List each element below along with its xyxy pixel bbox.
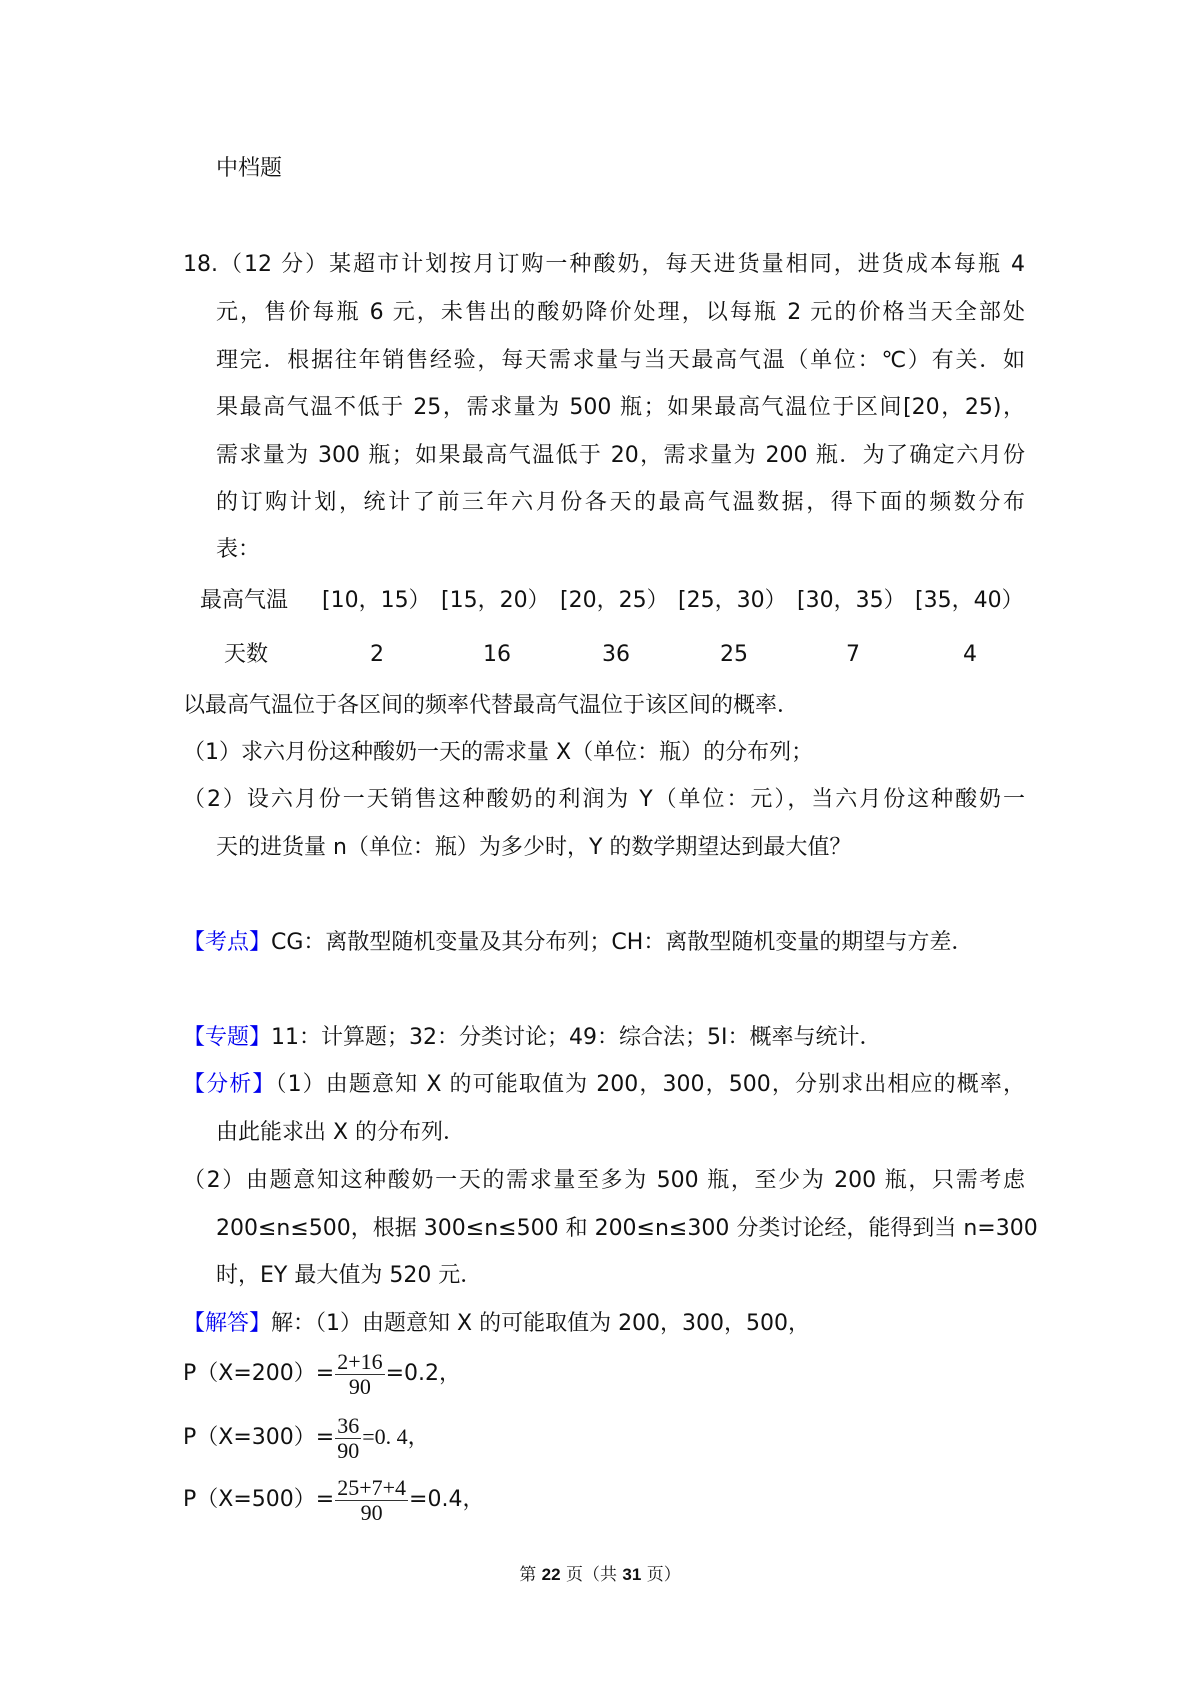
table-interval: [20，25） — [560, 588, 669, 613]
prob-rhs: =0. 4， — [362, 1424, 430, 1449]
fenxi-line: （2）由题意知这种酸奶一天的需求量至多为 500 瓶，至少为 200 瓶，只需考虑 — [183, 1168, 1025, 1193]
prob-lhs: P（X=200）= — [183, 1361, 335, 1386]
table-count: 4 — [963, 642, 977, 667]
page-footer — [0, 1560, 1200, 1585]
prob-rhs: =0.4， — [409, 1487, 485, 1512]
problem-note: 以最高气温位于各区间的频率代替最高气温位于该区间的概率． — [183, 693, 800, 718]
table-count: 36 — [602, 642, 630, 667]
fenxi-section — [183, 1071, 1025, 1099]
fenxi-line: 时，EY 最大值为 520 元． — [216, 1263, 483, 1288]
table-interval: [30，35） — [797, 588, 906, 613]
table-interval: [15，20） — [441, 588, 550, 613]
total-pages: 31 — [622, 1565, 642, 1584]
fraction — [335, 1414, 361, 1463]
denominator: 90 — [348, 1373, 371, 1399]
difficulty-label: 中档题 — [216, 156, 283, 181]
fenxi-line: 由此能求出 X 的分布列． — [216, 1120, 466, 1145]
table-row-header: 最高气温 — [200, 588, 289, 613]
table-interval: [25，30） — [678, 588, 787, 613]
prob-lhs: P（X=500）= — [183, 1487, 335, 1512]
footer-text: 页（共 — [560, 1565, 623, 1585]
probability-line — [183, 1411, 430, 1464]
footer-text: 页） — [641, 1565, 681, 1585]
table-count: 25 — [720, 642, 748, 667]
prob-rhs: =0.2， — [385, 1361, 462, 1386]
kaodian-section — [183, 929, 973, 957]
problem-line: 表： — [216, 537, 261, 562]
prob-lhs: P（X=300）= — [183, 1425, 335, 1450]
question-2-cont: 天的进货量 n（单位：瓶）为多少时，Y 的数学期望达到最大值？ — [216, 835, 852, 860]
zhuanti-section — [183, 1024, 882, 1052]
table-interval: [35，40） — [915, 588, 1024, 613]
problem-line: 需求量为 300 瓶；如果最高气温低于 20，需求量为 200 瓶．为了确定六月份 — [216, 443, 1025, 468]
jieda-tag: 【解答】 — [183, 1311, 272, 1336]
table-count: 7 — [846, 642, 860, 667]
denominator: 90 — [337, 1437, 360, 1463]
question-1: （1）求六月份这种酸奶一天的需求量 X（单位：瓶）的分布列； — [183, 740, 814, 765]
numerator: 2+16 — [337, 1348, 383, 1374]
fenxi-text: （1）由题意知 X 的可能取值为 200，300，500，分别求出相应的概率， — [275, 1072, 1025, 1097]
footer-text: 第 — [519, 1565, 542, 1585]
fraction — [335, 1350, 384, 1399]
probability-line — [183, 1474, 484, 1526]
problem-line: 理完．根据往年销售经验，每天需求量与当天最高气温（单位：℃）有关．如 — [216, 348, 1025, 373]
zhuanti-tag: 【专题】 — [183, 1025, 272, 1050]
table-count-header: 天数 — [224, 642, 269, 667]
question-2: （2）设六月份一天销售这种酸奶的利润为 Y（单位：元），当六月份这种酸奶一 — [183, 787, 1025, 812]
kaodian-text: CG：离散型随机变量及其分布列；CH：离散型随机变量的期望与方差． — [271, 930, 974, 955]
table-interval: [10，15） — [322, 588, 431, 613]
table-count: 2 — [370, 642, 384, 667]
jieda-section — [183, 1310, 810, 1338]
numerator: 36 — [337, 1412, 360, 1438]
fenxi-line: 200≤n≤500，根据 300≤n≤500 和 200≤n≤300 分类讨论经，能得到当 n=300 — [216, 1216, 1038, 1241]
denominator: 90 — [360, 1499, 383, 1525]
kaodian-tag: 【考点】 — [183, 930, 272, 955]
table-count: 16 — [483, 642, 511, 667]
problem-line: 的订购计划，统计了前三年六月份各天的最高气温数据，得下面的频数分布 — [216, 490, 1025, 515]
probability-line — [183, 1348, 461, 1400]
numerator: 25+7+4 — [337, 1474, 407, 1500]
fenxi-tag: 【分析】 — [183, 1072, 276, 1097]
problem-line: 元，售价每瓶 6 元，未售出的酸奶降价处理，以每瓶 2 元的价格当天全部处 — [216, 300, 1025, 325]
problem-line: 果最高气温不低于 25，需求量为 500 瓶；如果最高气温位于区间[20，25)， — [216, 395, 1025, 420]
page-number: 22 — [541, 1565, 561, 1584]
jieda-text: 解：（1）由题意知 X 的可能取值为 200，300，500， — [271, 1311, 811, 1336]
zhuanti-text: 11：计算题；32：分类讨论；49：综合法；5I：概率与统计． — [271, 1025, 882, 1050]
fraction — [335, 1476, 408, 1525]
problem-line: 18.（12 分）某超市计划按月订购一种酸奶，每天进货量相同，进货成本每瓶 4 — [183, 252, 1025, 277]
